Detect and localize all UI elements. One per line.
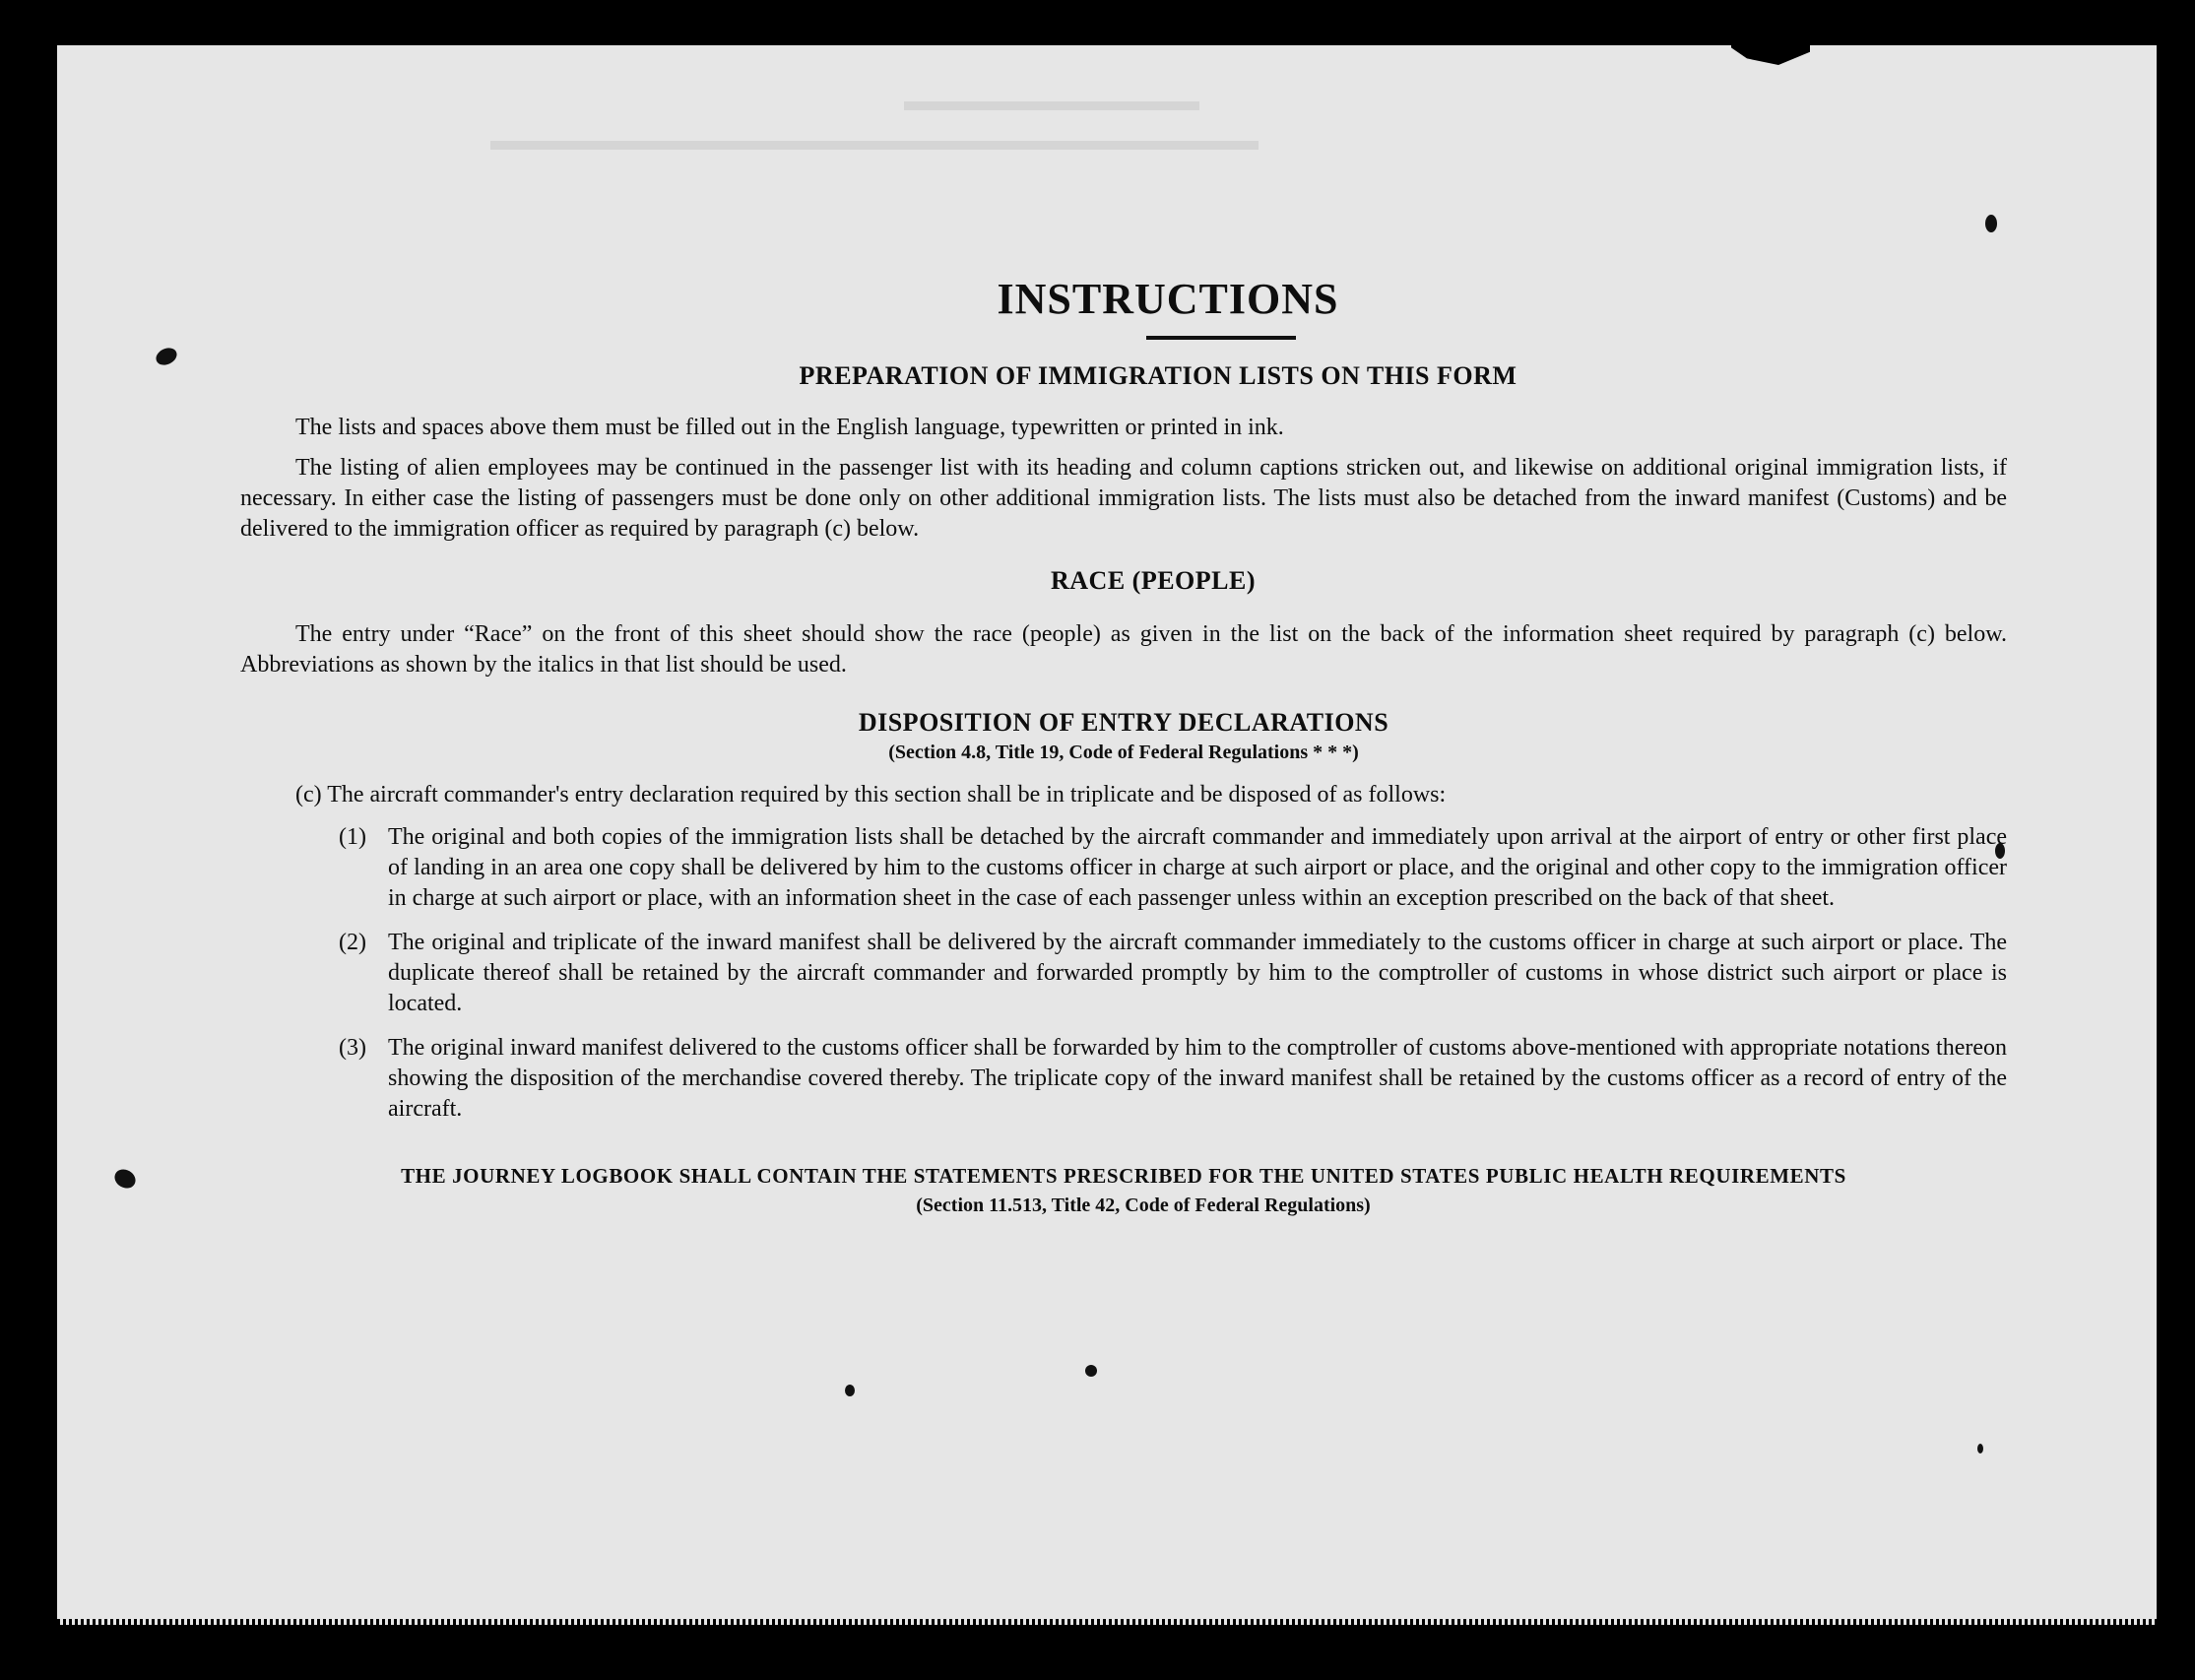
ink-speck: [1985, 215, 1997, 232]
item-text: The original inward manifest delivered to the customs officer shall be forwarded by him to the comptroller of customs above-mentioned with appropriate notations thereon showing the disposition of the merchandise covered thereby. The triplicate copy of the inward manifest shall be retained by the customs officer as a record of entry of the aircraft.: [388, 1035, 2007, 1122]
race-paragraph: The entry under “Race” on the front of this sheet should show the race (people) as given in the list on the back of the information sheet required by paragraph (c) below. Abbreviations as shown by the italics in that list should be used.: [240, 621, 2007, 678]
show-through-text: ▬▬▬▬▬▬▬▬▬▬▬▬▬▬▬▬▬▬▬▬▬▬▬▬▬▬: [490, 124, 1259, 157]
disposition-heading: DISPOSITION OF ENTRY DECLARATIONS: [858, 708, 1389, 737]
show-through-text: ▬▬▬▬▬▬▬▬▬▬: [904, 85, 1199, 117]
disposition-subheading: (Section 4.8, Title 19, Code of Federal Regulations * * *): [888, 742, 1359, 763]
torn-corner: [1731, 43, 1810, 65]
item-text: The original and both copies of the immigration lists shall be detached by the aircraft commander and immediately upon arrival at the airport of entry or other first place of landing in an area one copy shall be delivered by him to the customs officer in charge at such airport or place, and the original and other copy to the immigration officer in charge at such airport or place, with an information sheet in the case of each passenger unless within an exception prescribed on the back of that sheet.: [388, 824, 2007, 911]
health-requirements-heading: THE JOURNEY LOGBOOK SHALL CONTAIN THE STATEMENTS PRESCRIBED FOR THE UNITED STATES PUBLIC HEALTH REQUIREMENTS: [401, 1164, 1846, 1188]
ink-speck: [111, 1166, 139, 1193]
instructions-content: [240, 274, 2007, 1217]
item-number: (1): [339, 824, 366, 850]
perforated-edge: [57, 1619, 2157, 1625]
page-title: INSTRUCTIONS: [997, 275, 1339, 323]
race-heading: RACE (PEOPLE): [1051, 566, 1256, 595]
disposition-intro: (c) The aircraft commander's entry declaration required by this section shall be in triplicate and be disposed of as follows:: [295, 782, 1447, 808]
disposition-item-2: [339, 928, 2007, 1019]
title-underline: [1146, 336, 1296, 340]
immigration-paragraph-1: The lists and spaces above them must be filled out in the English language, typewritten or printed in ink.: [295, 415, 1284, 440]
ink-speck: [1085, 1365, 1097, 1377]
ink-speck: [845, 1385, 855, 1396]
immigration-paragraph-2: The listing of alien employees may be continued in the passenger list with its heading and column captions stricken out, and likewise on additional original immigration lists, if necessary. In either case the listing of passengers must be done only on other additional immigration lists. The lists must also be detached from the inward manifest (Customs) and be delivered to the immigration officer as required by paragraph (c) below.: [240, 455, 2007, 542]
document-page: [57, 45, 2157, 1621]
disposition-item-3: [339, 1033, 2007, 1125]
immigration-heading: PREPARATION OF IMMIGRATION LISTS ON THIS FORM: [799, 361, 1517, 390]
health-requirements-subheading: (Section 11.513, Title 42, Code of Federal Regulations): [916, 1195, 1371, 1216]
item-text: The original and triplicate of the inward manifest shall be delivered by the aircraft commander immediately to the customs officer in charge at such airport or place. The duplicate thereof shall be retained by the aircraft commander and forwarded promptly by him to the comptroller of customs in whose district such airport or place is located.: [388, 930, 2007, 1016]
ink-speck: [154, 345, 180, 368]
item-number: (2): [339, 930, 366, 955]
ink-speck: [1977, 1444, 1983, 1454]
item-number: (3): [339, 1035, 366, 1061]
disposition-item-1: [339, 822, 2007, 914]
